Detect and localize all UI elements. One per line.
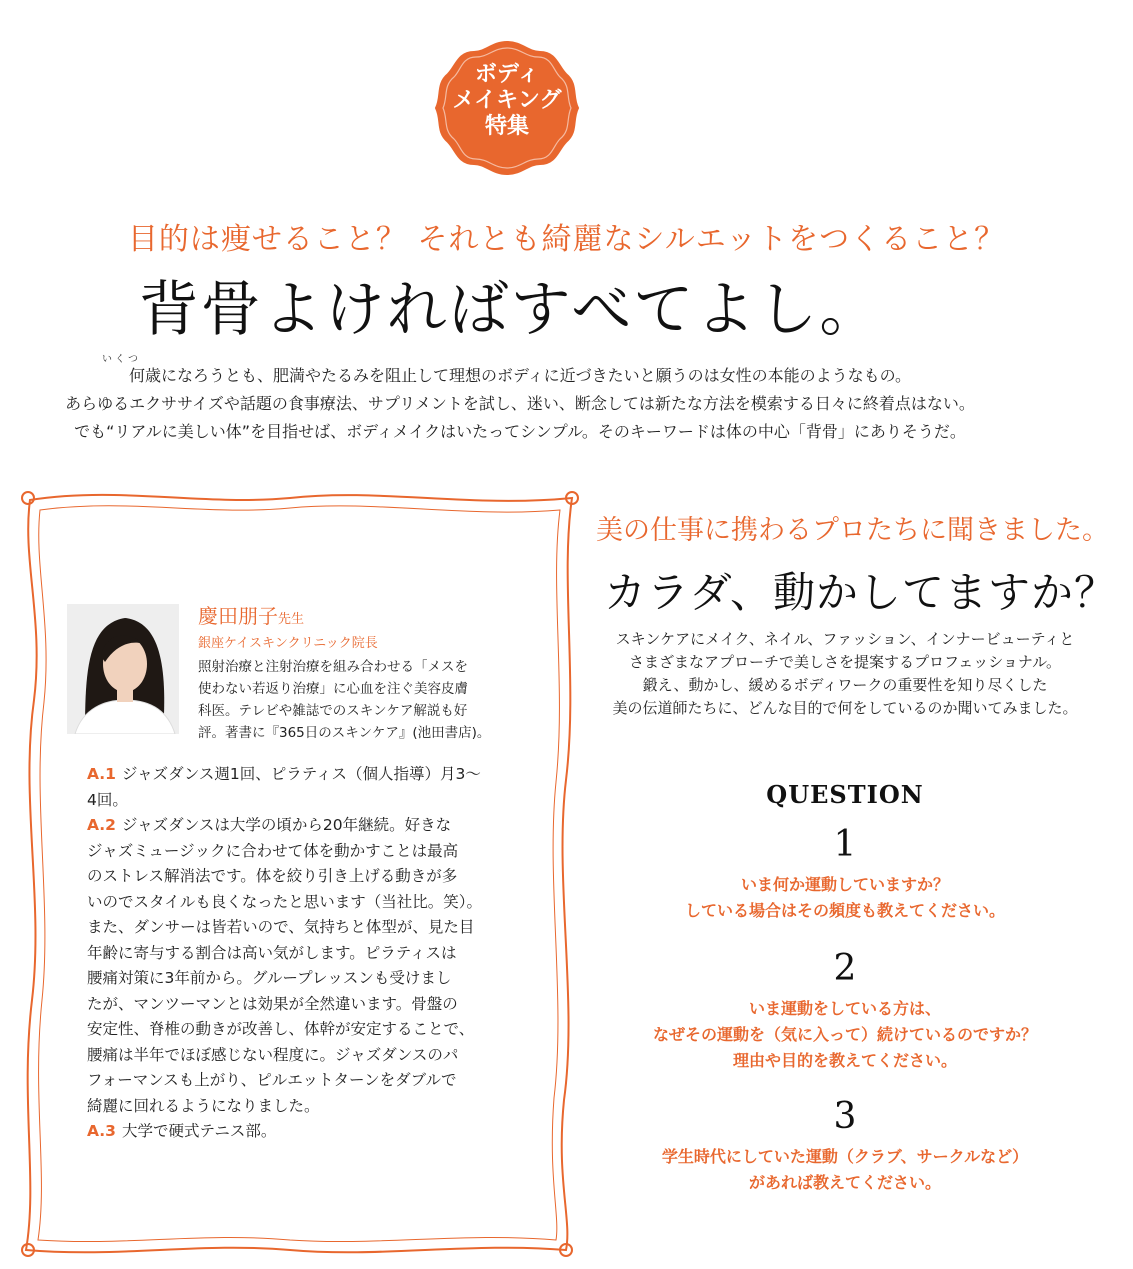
answer-text: ジャズダンスは大学の頃から20年継続。好きな <box>121 816 452 834</box>
article-intro <box>40 362 1000 446</box>
answer-2-line: フォーマンスも上がり、ピルエットターンをダブルで <box>87 1071 457 1089</box>
bio-line: 科医。テレビや雑誌でのスキンケア解説も好 <box>198 703 468 719</box>
answer-3-line <box>87 1119 482 1145</box>
answer-2-line: また、ダンサーは皆若いので、気持ちと体型が、見た目 <box>87 918 475 936</box>
answer-2-line <box>87 813 482 839</box>
badge-line-1: ボディ <box>474 62 540 87</box>
question-line: 理由や目的を教えてください。 <box>732 1051 957 1070</box>
badge-line-2: メイキング <box>452 88 562 113</box>
doctor-name-text: 慶田朋子 <box>198 604 278 628</box>
answer-2-line: 腰痛対策に3年前から。グループレッスンも受けまし <box>87 969 452 987</box>
answer-1-line <box>87 762 482 788</box>
answer-label: A.1 <box>87 765 116 783</box>
article-subtitle: 目的は痩せること？ それとも綺麗なシルエットをつくること？ <box>127 222 1006 257</box>
doctor-honorific: 先生 <box>278 612 305 627</box>
question-1-text <box>600 872 1090 924</box>
answers-block <box>87 762 482 1145</box>
answer-2-line: 安定性、脊椎の動きが改善し、体幹が安定することで、 <box>87 1020 475 1038</box>
section-title: カラダ、動かしてますか？ <box>604 568 1118 617</box>
article-title: 背骨よければすべてよし。 <box>138 275 882 345</box>
question-3-number: 3 <box>833 1096 857 1137</box>
doctor-name <box>198 600 304 629</box>
answer-text: 大学で硬式テニス部。 <box>121 1122 277 1140</box>
answer-2-line: いのでスタイルも良くなったと思います（当社比。笑）。 <box>87 892 482 911</box>
doctor-photo <box>67 604 179 734</box>
question-line: いま何か運動していますか？ <box>740 875 949 894</box>
lead-line: さまざまなアプローチで美しさを提案するプロフェッショナル。 <box>628 653 1061 671</box>
question-2-text <box>600 996 1090 1074</box>
bio-line: 照射治療と注射治療を組み合わせる「メスを <box>198 659 468 675</box>
question-1-number: 1 <box>833 824 857 865</box>
answer-2-line: 腰痛は半年でほぼ感じない程度に。ジャズダンスのパ <box>87 1045 459 1064</box>
question-2-number: 2 <box>833 948 857 989</box>
lead-line: 美の伝道師たちに、どんな目的で何をしているのか聞いてみました。 <box>612 699 1078 717</box>
answer-2-line: 年齢に寄与する割合は高い気がします。ピラティスは <box>87 943 457 962</box>
answer-2-line: ジャズミュージックに合わせて体を動かすことは最高 <box>87 841 459 860</box>
badge-line-3: 特集 <box>484 114 529 139</box>
bio-line: 使わない若返り治療」に心血を注ぐ美容皮膚 <box>198 681 468 697</box>
lead-line: 鍛え、動かし、緩めるボディワークの重要性を知り尽くした <box>642 676 1048 694</box>
question-3-text <box>600 1144 1090 1196</box>
question-heading: QUESTION <box>766 780 924 809</box>
bio-line: 評。著書に『365日のスキンケア』(池田書店)。 <box>198 725 491 741</box>
doctor-bio <box>198 656 490 744</box>
section-lead <box>600 628 1090 720</box>
feature-badge-text <box>432 62 582 140</box>
answer-1-line: 4回。 <box>87 790 128 809</box>
ruby-annotation: いくつ <box>102 354 141 365</box>
answer-label: A.3 <box>87 1122 116 1140</box>
intro-line: あらゆるエクササイズや話題の食事療法、サプリメントを試し、迷い、断念しては新たな方法を模索する日々に終着点はない。 <box>65 394 975 413</box>
lead-line: スキンケアにメイク、ネイル、ファッション、インナービューティと <box>615 630 1075 648</box>
question-line: いま運動をしている方は、 <box>748 999 941 1018</box>
intro-line: でも“リアルに美しい体”を目指せば、ボディメイクはいたってシンプル。そのキーワードは体の中心「背骨」にありそうだ。 <box>74 422 966 441</box>
answer-2-line: たが、マンツーマンとは効果が全然違います。骨盤の <box>87 994 458 1013</box>
intro-line: 何歳になろうとも、肥満やたるみを阻止して理想のボディに近づきたいと願うのは女性の本能のようなもの。 <box>128 366 912 385</box>
question-line: なぜその運動を（気に入って）続けているのですか？ <box>652 1025 1037 1044</box>
section-kicker: 美の仕事に携わるプロたちに聞きました。 <box>596 515 1109 546</box>
answer-2-line: 綺麗に回れるようになりました。 <box>87 1096 320 1115</box>
question-line: 学生時代にしていた運動（クラブ、サークルなど） <box>661 1147 1029 1166</box>
answer-text: ジャズダンス週1回、ピラティス（個人指導）月3〜 <box>121 765 481 783</box>
question-line: があれば教えてください。 <box>748 1173 941 1192</box>
answer-label: A.2 <box>87 816 116 834</box>
answer-2-line: のストレス解消法です。体を絞り引き上げる動きが多 <box>87 867 458 885</box>
question-line: している場合はその頻度も教えてください。 <box>684 901 1005 920</box>
doctor-clinic: 銀座ケイスキンクリニック院長 <box>198 636 378 651</box>
